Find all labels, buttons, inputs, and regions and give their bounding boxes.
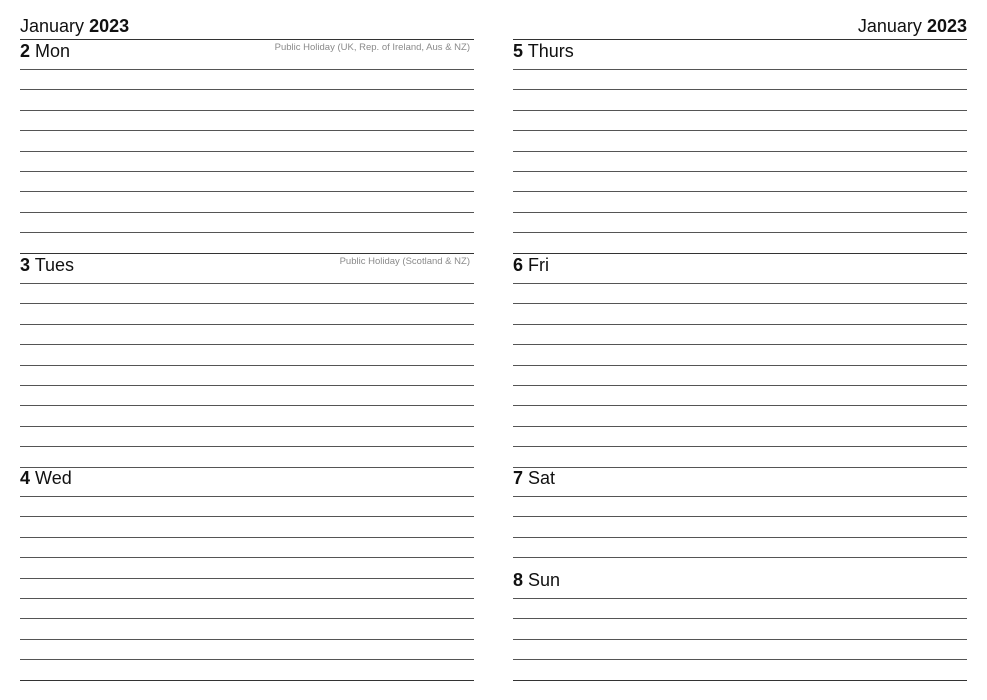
day-divider-rule bbox=[20, 253, 474, 254]
writing-line bbox=[20, 557, 474, 558]
holiday-note: Public Holiday (Scotland & NZ) bbox=[339, 256, 470, 267]
day-name: Sat bbox=[528, 468, 556, 488]
writing-line bbox=[513, 232, 967, 233]
writing-line bbox=[513, 110, 967, 111]
day-number: 8 bbox=[513, 570, 524, 590]
header-rule bbox=[513, 39, 967, 40]
writing-line bbox=[20, 446, 474, 447]
day-divider-rule bbox=[20, 680, 474, 681]
writing-line bbox=[513, 69, 967, 70]
day-number: 5 bbox=[513, 41, 524, 61]
page-header bbox=[513, 14, 967, 38]
writing-line bbox=[513, 496, 967, 497]
writing-line bbox=[513, 446, 967, 447]
writing-line bbox=[513, 385, 967, 386]
day-title bbox=[513, 253, 549, 277]
writing-line bbox=[513, 130, 967, 131]
day-number: 7 bbox=[513, 468, 524, 488]
day-title bbox=[20, 253, 74, 277]
holiday-note: Public Holiday (UK, Rep. of Ireland, Aus & NZ) bbox=[274, 42, 470, 53]
writing-line bbox=[20, 426, 474, 427]
writing-line bbox=[20, 496, 474, 497]
writing-line bbox=[513, 516, 967, 517]
writing-line bbox=[20, 537, 474, 538]
writing-line bbox=[20, 171, 474, 172]
day-name: Wed bbox=[35, 468, 72, 488]
writing-line bbox=[20, 659, 474, 660]
writing-line bbox=[513, 537, 967, 538]
writing-line bbox=[513, 324, 967, 325]
writing-line bbox=[513, 659, 967, 660]
header-month: January bbox=[857, 16, 922, 36]
writing-line bbox=[513, 303, 967, 304]
day-number: 4 bbox=[20, 468, 31, 488]
writing-line bbox=[20, 324, 474, 325]
day-number: 3 bbox=[20, 255, 31, 275]
writing-line bbox=[513, 557, 967, 558]
writing-line bbox=[513, 365, 967, 366]
writing-line bbox=[20, 232, 474, 233]
day-name: Mon bbox=[35, 41, 71, 61]
writing-line bbox=[513, 89, 967, 90]
day-divider-rule bbox=[513, 680, 967, 681]
writing-line bbox=[513, 283, 967, 284]
day-title bbox=[20, 39, 70, 63]
writing-line bbox=[20, 578, 474, 579]
header-month: January bbox=[20, 16, 85, 36]
writing-line bbox=[20, 303, 474, 304]
day-number: 6 bbox=[513, 255, 524, 275]
day-number: 2 bbox=[20, 41, 31, 61]
header-year: 2023 bbox=[89, 16, 130, 36]
writing-line bbox=[20, 110, 474, 111]
writing-line bbox=[513, 639, 967, 640]
writing-line bbox=[513, 212, 967, 213]
writing-line bbox=[20, 89, 474, 90]
writing-line bbox=[513, 151, 967, 152]
day-name: Tues bbox=[34, 255, 75, 275]
day-name: Fri bbox=[528, 255, 550, 275]
writing-line bbox=[20, 283, 474, 284]
day-title bbox=[513, 466, 555, 490]
writing-line bbox=[20, 191, 474, 192]
writing-line bbox=[513, 467, 967, 468]
right-page bbox=[513, 0, 967, 700]
day-title bbox=[513, 568, 560, 592]
writing-line bbox=[20, 405, 474, 406]
writing-line bbox=[20, 69, 474, 70]
writing-line bbox=[513, 426, 967, 427]
day-name: Thurs bbox=[527, 41, 574, 61]
writing-line bbox=[20, 639, 474, 640]
day-divider-rule bbox=[513, 253, 967, 254]
writing-line bbox=[513, 344, 967, 345]
writing-line bbox=[20, 516, 474, 517]
writing-line bbox=[20, 212, 474, 213]
day-name: Sun bbox=[528, 570, 561, 590]
header-rule bbox=[20, 39, 474, 40]
writing-line bbox=[20, 618, 474, 619]
writing-line bbox=[513, 171, 967, 172]
writing-line bbox=[20, 467, 474, 468]
writing-line bbox=[20, 385, 474, 386]
writing-line bbox=[513, 598, 967, 599]
writing-line bbox=[513, 405, 967, 406]
page-header bbox=[20, 14, 474, 38]
day-title bbox=[513, 39, 574, 63]
header-year: 2023 bbox=[926, 16, 967, 36]
writing-line bbox=[20, 130, 474, 131]
writing-line bbox=[20, 151, 474, 152]
day-title bbox=[20, 466, 72, 490]
writing-line bbox=[513, 191, 967, 192]
writing-line bbox=[513, 618, 967, 619]
writing-line bbox=[20, 598, 474, 599]
writing-line bbox=[20, 344, 474, 345]
left-page bbox=[20, 0, 474, 700]
writing-line bbox=[20, 365, 474, 366]
